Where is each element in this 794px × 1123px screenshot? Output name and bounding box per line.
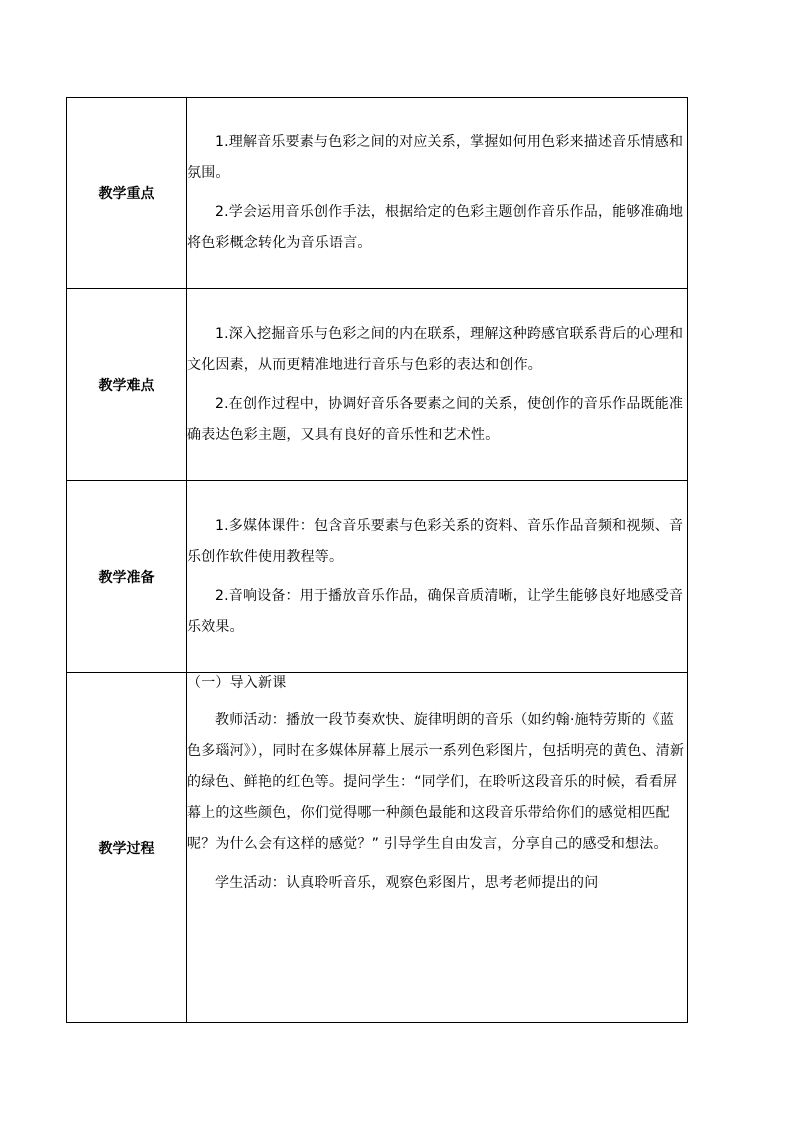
lesson-plan-table xyxy=(66,97,688,1023)
table-row-difficulties xyxy=(67,289,688,481)
row-label-key-points: 教学重点 xyxy=(67,98,187,289)
row-content-key-points xyxy=(187,98,688,289)
row-label-preparation: 教学准备 xyxy=(67,481,187,673)
paragraph: 1.理解音乐要素与色彩之间的对应关系，掌握如何用色彩来描述音乐情感和氛围。 xyxy=(187,134,684,181)
row-label-difficulties: 教学难点 xyxy=(67,289,187,481)
row-label-process: 教学过程 xyxy=(67,673,187,1023)
paragraph: 2.在创作过程中，协调好音乐各要素之间的关系，使创作的音乐作品既能准确表达色彩主题，又具有良好的音乐性和艺术性。 xyxy=(187,395,684,443)
section-heading: （一）导入新课 xyxy=(187,675,287,691)
row-content-process xyxy=(187,673,688,1023)
table-row-key-points xyxy=(67,98,688,289)
process-content xyxy=(187,673,687,899)
paragraph: 2.学会运用音乐创作手法，根据给定的色彩主题创作音乐作品，能够准确地将色彩概念转化为音乐语言。 xyxy=(187,204,684,251)
table-row-process xyxy=(67,673,688,1023)
row-content-preparation xyxy=(187,481,688,673)
paragraph: 学生活动：认真聆听音乐，观察色彩图片，思考老师提出的问 xyxy=(215,875,599,891)
paragraph: 2.音响设备：用于播放音乐作品，确保音质清晰，让学生能够良好地感受音乐效果。 xyxy=(187,587,684,635)
row-content-difficulties xyxy=(187,289,688,481)
table-row-preparation xyxy=(67,481,688,673)
paragraph: 教师活动：播放一段节奏欢快、旋律明朗的音乐（如约翰·施特劳斯的《蓝色多瑙河》），同时在多媒体屏幕上展示一系列色彩图片，包括明亮的黄色、清新的绿色、鲜艳的红色等。提问学生：“同学们，在聆听这段音乐的时候，看看屏幕上的这些颜色，你们觉得哪一种颜色最能和这段音乐带给你们的感觉相匹配呢？为什么会有这样的感觉？” 引导学生自由发言，分享自己的感受和想法。 xyxy=(187,712,685,852)
paragraph: 1.多媒体课件：包含音乐要素与色彩关系的资料、音乐作品音频和视频、音乐创作软件使用教程等。 xyxy=(187,517,684,565)
paragraph: 1.深入挖掘音乐与色彩之间的内在联系，理解这种跨感官联系背后的心理和文化因素，从而更精准地进行音乐与色彩的表达和创作。 xyxy=(187,325,684,373)
